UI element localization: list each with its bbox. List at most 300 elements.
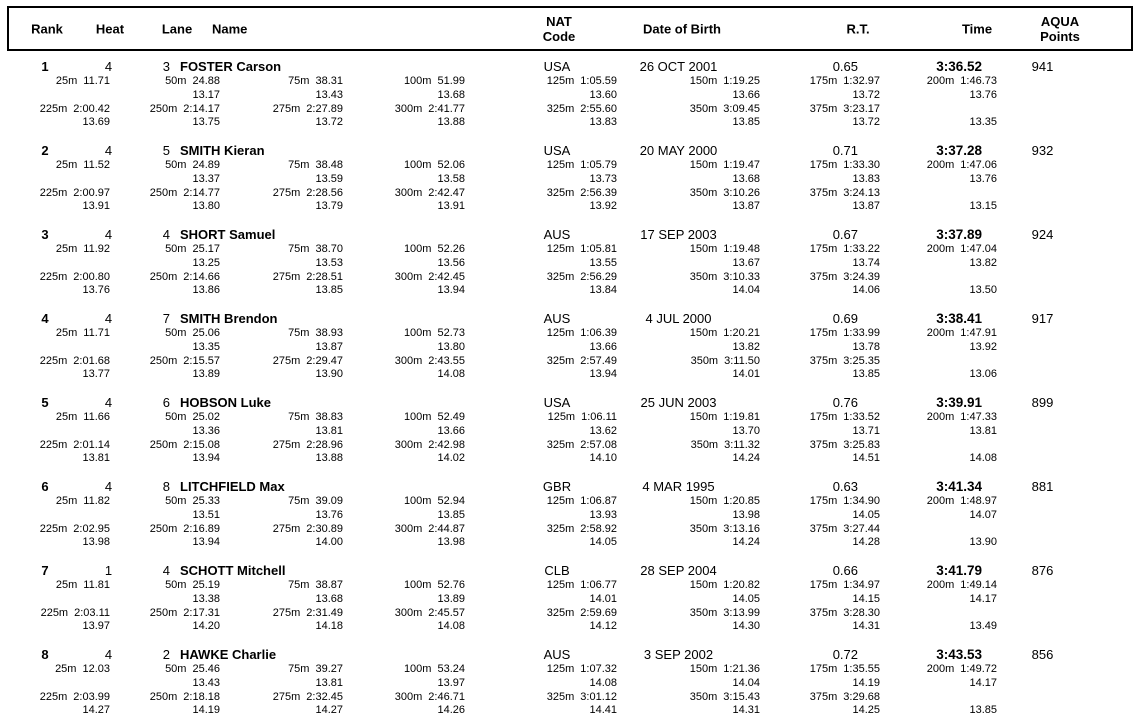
split-distance-label: 175m (809, 243, 838, 255)
lane-cell: 8 (162, 479, 170, 494)
header-rank: Rank (31, 21, 63, 36)
lap-time-value: 14.24 (732, 536, 760, 549)
lap-cell (110, 368, 220, 382)
lap-cell (760, 509, 880, 523)
split-cell (110, 523, 220, 537)
split-time-value: 3:13.99 (723, 606, 760, 619)
lap-cell (465, 425, 617, 439)
split-distance-label: 150m (689, 243, 718, 255)
split-time-value: 2:30.89 (306, 522, 343, 535)
split-cell (343, 187, 465, 201)
split-cell (617, 159, 760, 173)
split-cell (617, 75, 760, 89)
split-cell (465, 327, 617, 341)
empty-cell (10, 173, 110, 187)
split-distance-label: 275m (272, 606, 301, 619)
lap-time-value: 14.27 (82, 704, 110, 717)
result-row-group (10, 309, 1131, 393)
splits-row-2 (10, 691, 1131, 705)
split-distance-label: 300m (394, 102, 423, 115)
lap-time-value: 13.90 (969, 536, 997, 549)
lap-cell (880, 593, 997, 607)
lap-cell (880, 116, 997, 130)
lap-times-row-1 (10, 341, 1131, 355)
split-time-value: 1:34.90 (843, 495, 880, 507)
split-cell (617, 663, 760, 677)
split-distance-label: 300m (394, 438, 423, 451)
split-cell (465, 75, 617, 89)
lap-time-value: 14.20 (192, 620, 220, 633)
lap-cell (220, 425, 343, 439)
lap-cell (220, 284, 343, 298)
split-distance-label: 25m (55, 495, 78, 507)
split-cell (465, 103, 617, 117)
split-cell (220, 411, 343, 425)
split-cell (760, 355, 880, 369)
split-time-value: 2:00.42 (73, 102, 110, 115)
aqua-points-cell: 881 (1031, 479, 1054, 494)
lap-time-value: 13.35 (192, 340, 220, 353)
final-time-cell: 3:41.34 (936, 479, 982, 494)
split-cell (110, 243, 220, 257)
lap-time-value: 13.81 (82, 452, 110, 465)
lap-cell (343, 200, 465, 214)
split-cell (110, 663, 220, 677)
split-time-value: 38.70 (315, 243, 343, 255)
split-time-value: 2:42.45 (428, 270, 465, 283)
lap-time-value: 14.51 (852, 452, 880, 465)
split-distance-label: 325m (546, 354, 575, 367)
split-distance-label: 175m (809, 75, 838, 87)
split-time-value: 25.33 (192, 495, 220, 507)
split-time-value: 1:47.91 (960, 327, 997, 339)
lap-cell (220, 509, 343, 523)
lap-times-row-1 (10, 257, 1131, 271)
lap-cell (617, 257, 760, 271)
lap-cell (465, 368, 617, 382)
split-distance-label: 50m (165, 579, 187, 591)
lap-time-value: 13.84 (589, 284, 617, 297)
split-distance-label: 250m (149, 690, 178, 703)
lap-time-value: 14.25 (852, 704, 880, 717)
swimmer-name: LITCHFIELD Max (180, 479, 285, 494)
empty-cell (10, 593, 110, 607)
split-distance-label: 200m (926, 495, 955, 507)
swimmer-name: HAWKE Charlie (180, 647, 277, 662)
split-cell (10, 691, 110, 705)
date-of-birth-cell: 17 SEP 2003 (640, 227, 717, 242)
final-time-cell: 3:37.28 (936, 143, 982, 158)
split-distance-label: 350m (690, 354, 719, 367)
split-cell (220, 579, 343, 593)
split-distance-label: 350m (689, 186, 718, 199)
lap-cell (760, 452, 880, 466)
empty-cell (10, 677, 110, 691)
empty-cell (880, 691, 997, 705)
split-time-value: 53.24 (437, 663, 465, 675)
lap-cell (760, 620, 880, 634)
split-time-value: 1:47.04 (960, 243, 997, 255)
split-cell (343, 243, 465, 257)
lap-cell (220, 536, 343, 550)
split-cell (110, 691, 220, 705)
lap-time-value: 13.58 (437, 172, 465, 185)
split-distance-label: 100m (403, 243, 432, 255)
lap-cell (617, 425, 760, 439)
lap-cell (617, 341, 760, 355)
result-main-row (10, 310, 1131, 327)
split-time-value: 11.52 (83, 159, 110, 171)
results-list (10, 57, 1131, 717)
lap-cell (110, 257, 220, 271)
split-distance-label: 375m (809, 186, 838, 199)
lap-time-value: 13.87 (732, 200, 760, 213)
split-time-value: 2:00.80 (73, 270, 110, 283)
lap-cell (465, 677, 617, 691)
split-cell (617, 103, 760, 117)
lap-times-row-2 (10, 452, 1131, 466)
lane-cell: 5 (162, 143, 170, 158)
lap-cell (110, 116, 220, 130)
lap-cell (220, 200, 343, 214)
split-distance-label: 125m (546, 495, 575, 507)
split-cell (110, 159, 220, 173)
date-of-birth-cell: 3 SEP 2002 (643, 647, 714, 662)
lap-cell (343, 704, 465, 717)
split-time-value: 1:20.21 (723, 327, 760, 339)
reaction-time-cell: 0.72 (832, 647, 858, 662)
lap-time-value: 13.06 (969, 368, 997, 381)
lap-cell (110, 341, 220, 355)
result-row-group (10, 393, 1131, 477)
lap-cell (110, 620, 220, 634)
split-distance-label: 125m (546, 75, 575, 87)
lap-cell (760, 341, 880, 355)
split-cell (110, 439, 220, 453)
split-time-value: 12.03 (82, 663, 110, 675)
lap-time-value: 13.94 (589, 368, 617, 381)
split-cell (343, 523, 465, 537)
split-cell (760, 663, 880, 677)
lap-time-value: 14.08 (589, 676, 617, 689)
split-cell (220, 159, 343, 173)
lap-time-value: 13.81 (315, 424, 343, 437)
split-cell (617, 187, 760, 201)
reaction-time-cell: 0.67 (832, 227, 858, 242)
split-time-value: 2:18.18 (183, 690, 220, 703)
lap-cell (617, 536, 760, 550)
split-distance-label: 200m (926, 159, 955, 171)
lap-cell (880, 425, 997, 439)
final-time-cell: 3:39.91 (936, 395, 982, 410)
split-time-value: 2:28.56 (306, 186, 343, 199)
lap-time-value: 14.26 (437, 704, 465, 717)
split-distance-label: 200m (926, 327, 955, 339)
header-date-of-birth: Date of Birth (643, 21, 721, 36)
split-distance-label: 200m (926, 75, 955, 87)
lap-time-value: 14.15 (852, 592, 880, 605)
split-cell (760, 159, 880, 173)
lap-time-value: 14.05 (589, 536, 617, 549)
split-distance-label: 75m (288, 75, 310, 87)
split-cell (343, 439, 465, 453)
splits-row-1 (10, 579, 1131, 593)
lap-time-value: 13.82 (969, 256, 997, 269)
date-of-birth-cell: 20 MAY 2000 (639, 143, 718, 158)
split-cell (760, 579, 880, 593)
split-cell (343, 411, 465, 425)
lap-cell (10, 620, 110, 634)
heat-cell: 1 (104, 563, 113, 578)
lap-cell (10, 116, 110, 130)
split-cell (220, 607, 343, 621)
split-cell (220, 271, 343, 285)
split-distance-label: 200m (926, 579, 955, 591)
split-distance-label: 150m (689, 663, 718, 675)
splits-row-1 (10, 495, 1131, 509)
split-distance-label: 175m (809, 663, 838, 675)
reaction-time-cell: 0.66 (832, 563, 858, 578)
lap-time-value: 13.75 (192, 116, 220, 129)
split-cell (760, 243, 880, 257)
lap-cell (617, 620, 760, 634)
lap-cell (343, 452, 465, 466)
lap-cell (343, 173, 465, 187)
split-cell (110, 355, 220, 369)
split-time-value: 2:46.71 (428, 690, 465, 703)
lap-time-value: 13.53 (315, 256, 343, 269)
result-row-group (10, 477, 1131, 561)
split-distance-label: 300m (394, 270, 423, 283)
lap-time-value: 14.12 (589, 620, 617, 633)
split-cell (617, 327, 760, 341)
split-time-value: 52.76 (437, 579, 465, 591)
split-time-value: 2:14.66 (183, 270, 220, 283)
split-time-value: 2:43.55 (428, 354, 465, 367)
splits-row-2 (10, 103, 1131, 117)
lap-time-value: 14.17 (969, 592, 997, 605)
split-distance-label: 300m (394, 522, 423, 535)
lap-time-value: 13.97 (82, 620, 110, 633)
split-cell (10, 495, 110, 509)
split-cell (220, 243, 343, 257)
lap-cell (220, 620, 343, 634)
split-cell (343, 663, 465, 677)
split-time-value: 2:28.96 (306, 438, 343, 451)
lap-time-value: 14.19 (192, 704, 220, 717)
splits-row-1 (10, 411, 1131, 425)
lane-cell: 3 (162, 59, 170, 74)
lap-time-value: 14.08 (437, 620, 465, 633)
split-distance-label: 225m (40, 606, 69, 619)
split-distance-label: 100m (403, 579, 432, 591)
split-distance-label: 225m (39, 186, 68, 199)
swimmer-name: SCHOTT Mitchell (180, 563, 286, 578)
split-time-value: 3:29.68 (843, 690, 880, 703)
splits-row-2 (10, 355, 1131, 369)
lap-cell (465, 536, 617, 550)
swimmer-name: SHORT Samuel (180, 227, 276, 242)
results-table-header (7, 6, 1133, 51)
split-time-value: 38.87 (315, 579, 343, 591)
lap-cell (220, 677, 343, 691)
lap-time-value: 13.88 (437, 116, 465, 129)
split-distance-label: 250m (149, 606, 178, 619)
lap-time-value: 13.87 (315, 340, 343, 353)
final-time-cell: 3:43.53 (936, 647, 982, 662)
lap-time-value: 14.01 (589, 592, 617, 605)
splits-row-2 (10, 607, 1131, 621)
date-of-birth-cell: 26 OCT 2001 (639, 59, 718, 74)
lap-time-value: 13.85 (732, 116, 760, 129)
lap-time-value: 13.98 (82, 536, 110, 549)
split-cell (880, 663, 997, 677)
split-distance-label: 75m (288, 411, 310, 423)
aqua-points-cell: 924 (1031, 227, 1054, 242)
header-nat-code (543, 14, 576, 44)
split-time-value: 1:21.36 (723, 663, 760, 675)
split-cell (465, 523, 617, 537)
nat-code-cell: USA (543, 143, 571, 158)
split-cell (617, 243, 760, 257)
split-cell (220, 495, 343, 509)
split-time-value: 2:15.57 (183, 354, 220, 367)
lap-time-value: 13.74 (852, 256, 880, 269)
split-distance-label: 125m (546, 159, 575, 171)
split-distance-label: 150m (689, 495, 718, 507)
lap-cell (10, 284, 110, 298)
split-distance-label: 225m (39, 522, 68, 535)
lap-time-value: 13.83 (852, 172, 880, 185)
split-cell (220, 439, 343, 453)
split-time-value: 25.06 (192, 327, 220, 339)
split-distance-label: 250m (149, 270, 178, 283)
split-time-value: 3:25.35 (843, 354, 880, 367)
result-row-group (10, 57, 1131, 141)
lap-time-value: 13.83 (589, 116, 617, 129)
split-cell (617, 523, 760, 537)
lap-cell (110, 509, 220, 523)
split-time-value: 2:42.47 (428, 186, 465, 199)
header-heat: Heat (95, 21, 125, 36)
split-time-value: 2:42.98 (428, 438, 465, 451)
nat-code-cell: GBR (542, 479, 572, 494)
lap-cell (880, 509, 997, 523)
header-aqua-line2: Points (1040, 28, 1080, 44)
split-cell (10, 75, 110, 89)
lap-cell (760, 536, 880, 550)
split-cell (343, 103, 465, 117)
lap-time-value: 13.90 (315, 368, 343, 381)
result-main-row (10, 58, 1131, 75)
empty-cell (10, 509, 110, 523)
lap-time-value: 13.70 (732, 424, 760, 437)
split-time-value: 3:24.39 (843, 270, 880, 283)
lap-time-value: 14.07 (969, 508, 997, 521)
header-reaction-time: R.T. (846, 21, 870, 36)
final-time-cell: 3:41.79 (936, 563, 982, 578)
lap-cell (220, 593, 343, 607)
lap-cell (880, 173, 997, 187)
splits-row-2 (10, 187, 1131, 201)
final-time-cell: 3:36.52 (936, 59, 982, 74)
split-cell (10, 579, 110, 593)
split-time-value: 3:23.17 (843, 102, 880, 115)
split-distance-label: 225m (39, 438, 68, 451)
lap-time-value: 13.50 (969, 284, 997, 297)
split-distance-label: 300m (394, 354, 423, 367)
lap-cell (880, 620, 997, 634)
split-cell (10, 523, 110, 537)
split-distance-label: 100m (403, 159, 432, 171)
split-time-value: 1:33.99 (843, 327, 880, 339)
split-cell (880, 75, 997, 89)
aqua-points-cell: 932 (1031, 143, 1054, 158)
split-cell (465, 607, 617, 621)
lap-cell (110, 89, 220, 103)
lap-time-value: 14.18 (315, 620, 343, 633)
split-distance-label: 250m (149, 522, 178, 535)
lane-cell: 2 (162, 647, 170, 662)
lap-cell (10, 452, 110, 466)
split-cell (220, 691, 343, 705)
lap-cell (617, 677, 760, 691)
lap-time-value: 14.19 (852, 676, 880, 689)
lap-cell (343, 620, 465, 634)
split-time-value: 2:29.47 (306, 354, 343, 367)
split-distance-label: 125m (546, 663, 575, 675)
lap-time-value: 13.92 (969, 340, 997, 353)
date-of-birth-cell: 28 SEP 2004 (640, 563, 717, 578)
lap-times-row-1 (10, 593, 1131, 607)
date-of-birth-cell: 4 MAR 1995 (642, 479, 715, 494)
split-cell (343, 75, 465, 89)
aqua-points-cell: 876 (1031, 563, 1054, 578)
split-distance-label: 275m (272, 186, 301, 199)
split-time-value: 2:27.89 (306, 102, 343, 115)
lap-cell (465, 89, 617, 103)
lap-cell (465, 116, 617, 130)
reaction-time-cell: 0.71 (832, 143, 858, 158)
split-cell (760, 103, 880, 117)
header-nat-line1: NAT (546, 13, 572, 29)
lap-cell (343, 368, 465, 382)
empty-cell (10, 89, 110, 103)
split-cell (110, 103, 220, 117)
split-cell (617, 439, 760, 453)
lap-times-row-2 (10, 200, 1131, 214)
lap-time-value: 13.91 (437, 200, 465, 213)
lap-cell (880, 200, 997, 214)
split-time-value: 52.73 (437, 327, 465, 339)
split-time-value: 11.71 (83, 75, 110, 87)
split-cell (10, 607, 110, 621)
split-cell (10, 103, 110, 117)
lap-time-value: 13.76 (969, 88, 997, 101)
split-cell (220, 523, 343, 537)
split-cell (880, 159, 997, 173)
split-distance-label: 25m (55, 411, 78, 423)
lap-cell (110, 284, 220, 298)
split-distance-label: 100m (403, 663, 432, 675)
lap-cell (880, 284, 997, 298)
header-lane: Lane (161, 21, 193, 36)
result-main-row (10, 394, 1131, 411)
split-time-value: 3:15.43 (723, 690, 760, 703)
lap-cell (10, 536, 110, 550)
lap-cell (465, 620, 617, 634)
split-distance-label: 100m (403, 327, 432, 339)
